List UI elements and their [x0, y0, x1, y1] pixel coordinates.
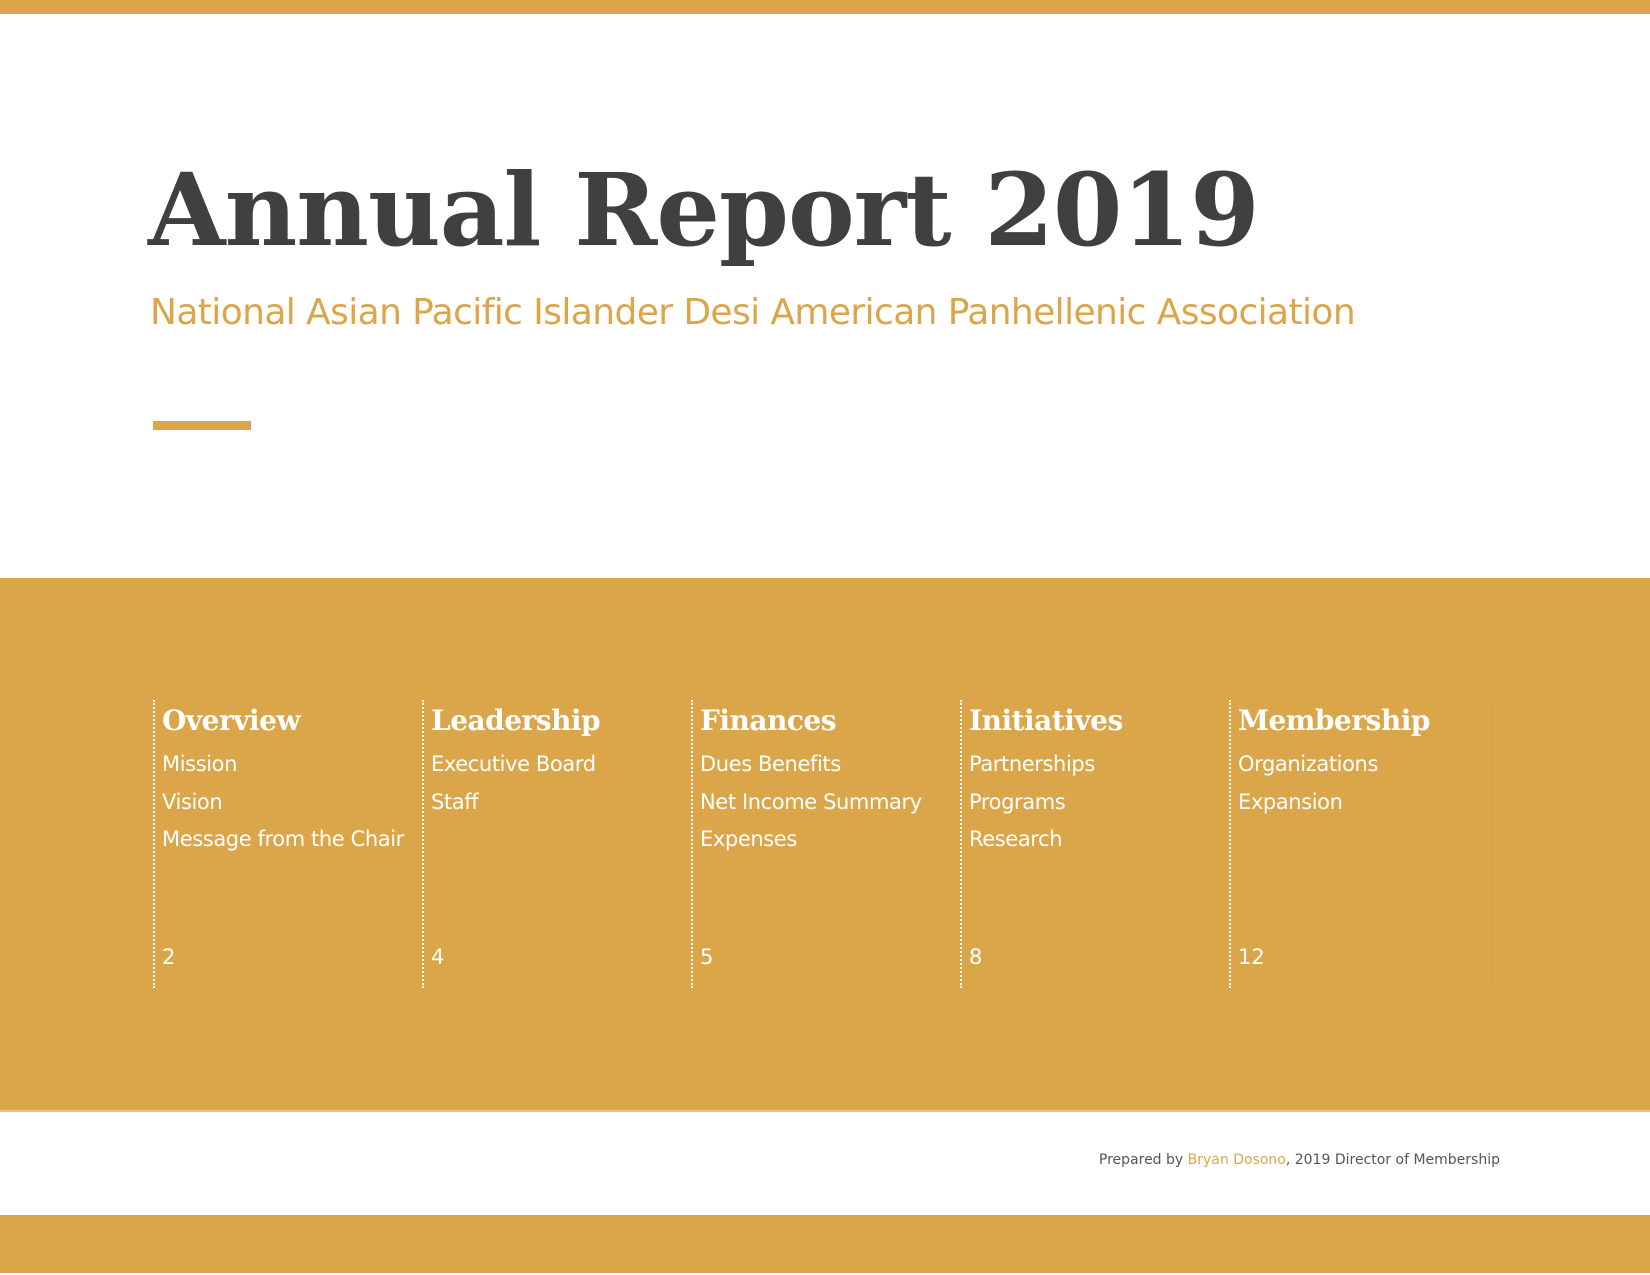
bottom-accent-bar: [0, 1215, 1650, 1273]
toc-heading: Overview: [162, 704, 301, 737]
prepared-by-credit: [1099, 1150, 1500, 1170]
toc-heading: Initiatives: [969, 704, 1123, 737]
toc-page-number: 2: [162, 945, 176, 969]
toc-page-number: 4: [431, 945, 445, 969]
toc-item: Research: [969, 827, 1063, 851]
toc-item: Partnerships: [969, 752, 1095, 776]
toc-page-number: 8: [969, 945, 983, 969]
toc-item: Expenses: [700, 827, 797, 851]
accent-rule: [153, 421, 251, 430]
toc-item: Message from the Chair: [162, 827, 404, 851]
toc-page-number: 5: [700, 945, 714, 969]
toc-heading: Finances: [700, 704, 836, 737]
toc-item: Vision: [162, 789, 223, 814]
table-of-contents: [0, 578, 1650, 1112]
prepared-by-prefix: Prepared by: [1098, 1152, 1188, 1168]
toc-item: Expansion: [1238, 789, 1343, 814]
organization-name: National Asian Pacific Islander Desi American Panhellenic Association: [150, 292, 1356, 333]
toc-section-finances[interactable]: [691, 700, 954, 988]
toc-heading: Leadership: [431, 704, 601, 737]
toc-item: Mission: [162, 752, 238, 776]
toc-item: Dues Benefits: [700, 752, 841, 776]
author-name: Bryan Dosono: [1187, 1152, 1286, 1168]
toc-section-initiatives[interactable]: [960, 700, 1223, 988]
toc-item: Net Income Summary: [700, 789, 922, 814]
report-title: Annual Report 2019: [148, 151, 1259, 269]
toc-item: Organizations: [1238, 752, 1378, 776]
top-accent-bar: [0, 0, 1650, 14]
toc-section-membership[interactable]: [1229, 700, 1492, 988]
toc-heading: Membership: [1238, 704, 1430, 737]
toc-section-leadership[interactable]: [422, 700, 685, 988]
toc-item: Staff: [431, 789, 479, 814]
toc-item: Programs: [969, 789, 1066, 814]
toc-section-overview[interactable]: [153, 700, 416, 988]
toc-item: Executive Board: [431, 752, 596, 776]
toc-page-number: 12: [1238, 945, 1265, 969]
author-role: , 2019 Director of Membership: [1285, 1152, 1500, 1168]
